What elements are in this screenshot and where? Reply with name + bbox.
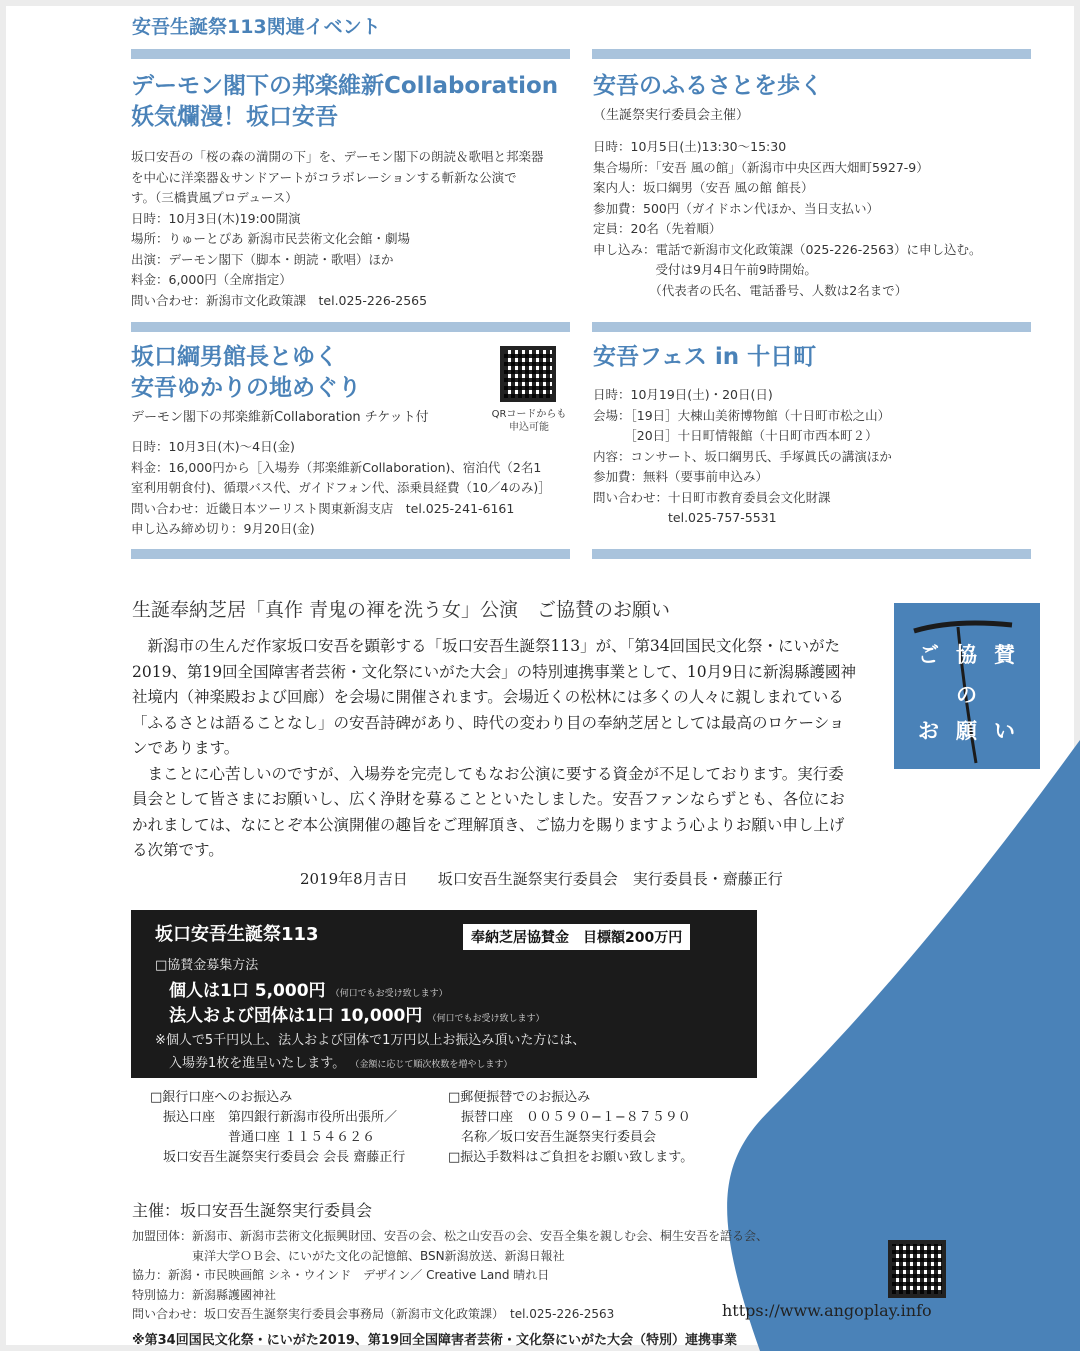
stamp-char: お bbox=[918, 719, 939, 743]
event-subtitle: （生誕祭実行委員会主催） bbox=[593, 108, 750, 123]
footer-note: ※第34回国民文化祭・にいがた2019、第19回全国障害者芸術・文化祭にいがた大会（特別）連携事業 bbox=[132, 1333, 738, 1348]
website-link[interactable]: https://www.angoplay.info bbox=[722, 1301, 932, 1320]
event-details: 坂口安吾の「桜の森の満開の下」を、デーモン閣下の朗読＆歌唱と邦楽器 を中心に洋楽器＆サンドアートがコラボレーションする斬新な公演で す。（三橋貴風プロデュース） 日時：10月3日(木)19:00開演 場所：りゅーとぴあ 新潟市民芸術文化会館・劇場 出演：デーモン閣下（脚本・朗読・歌唱）ほか 料金：6,000円（全席指定） 問い合わせ：新潟市文化政策課 tel.025-226-2565 bbox=[131, 149, 544, 308]
credits: 加盟団体：新潟市、新潟市芸術文化振興財団、安吾の会、松之山安吾の会、安吾全集を親しむ会、桐生安吾を語る会、 東洋大学ＯＢ会、にいがた文化の記憶館、BSN新潟放送、新潟日報社 協力：新潟・市民映画館 シネ・ウインド デザイン／ Creative Land 晴れ日 特別協力：新潟縣護國神社 問い合わせ：坂口安吾生誕祭実行委員会事務局（新潟市文化政策課） tel.025-226-2563 bbox=[132, 1229, 769, 1321]
event-title-line2: 安吾ゆかりの地めぐり bbox=[131, 375, 361, 401]
qr-code-icon[interactable] bbox=[500, 346, 556, 402]
bank-transfer-info: □銀行口座へのお振込み 振込口座 第四銀行新潟市役所出張所／ 普通口座 １１５４６２６ 坂口安吾生誕祭実行委員会 会長 齋藤正行 bbox=[150, 1090, 406, 1165]
stamp-char: い bbox=[994, 719, 1015, 743]
individual-note: （何口でもお受け致します） bbox=[330, 989, 448, 999]
appeal-signature: 2019年8月吉日 坂口安吾生誕祭実行委員会 実行委員長・齋藤正行 bbox=[300, 870, 783, 888]
qr-note-line2: 申込可能 bbox=[509, 422, 549, 433]
donation-corporate bbox=[169, 1001, 544, 1026]
individual-amount: 個人は1口 5,000円 bbox=[169, 981, 326, 1001]
donation-note-text: 入場券1枚を進呈いたします。 bbox=[169, 1056, 346, 1071]
event-title-line2: 妖気爛漫！坂口安吾 bbox=[131, 104, 338, 130]
corporate-note: （何口でもお受け致します） bbox=[427, 1014, 545, 1024]
event-details: 日時：10月19日(土)・20日(日) 会場：［19日］大棟山美術博物館（十日町市松之山） ［20日］十日町情報館（十日町市西本町２） 内容：コンサート、坂口綱男氏、手塚眞氏の講演ほか 参加費：無料（要事前申込み） 問い合わせ：十日町市教育委員会文化財課 tel.025-757-5531 bbox=[593, 387, 892, 525]
event-title: 安吾のふるさとを歩く bbox=[593, 73, 823, 99]
separator-bar bbox=[131, 49, 570, 59]
event-title: デーモン閣下の邦楽維新Collaboration bbox=[131, 73, 559, 99]
sponsorship-stamp bbox=[894, 603, 1040, 769]
event-title: 坂口綱男館長とゆく bbox=[131, 344, 338, 370]
donation-target: 奉納芝居協賛金 目標額200万円 bbox=[463, 924, 690, 950]
donation-title: 坂口安吾生誕祭113 bbox=[155, 924, 319, 945]
donation-box bbox=[131, 910, 757, 1078]
event-subtitle: デーモン閣下の邦楽維新Collaboration チケット付 bbox=[131, 410, 429, 425]
stamp-char: の bbox=[956, 683, 977, 707]
separator-bar bbox=[592, 549, 1031, 559]
corporate-amount: 法人および団体は1口 10,000円 bbox=[169, 1006, 423, 1026]
postal-transfer-info: □郵便振替でのお振込み 振替口座 ００５９０−１−８７５９０ 名称／坂口安吾生誕祭実行委員会 □振込手数料はご負担をお願い致します。 bbox=[448, 1090, 694, 1165]
donation-note-small: （金額に応じて順次枚数を増やします） bbox=[350, 1060, 513, 1070]
donation-individual bbox=[169, 976, 448, 1001]
stamp-char: 協 bbox=[956, 643, 977, 667]
qr-code-icon[interactable] bbox=[888, 1240, 946, 1298]
event-furusato-walk bbox=[593, 71, 1033, 301]
organizer: 主催：坂口安吾生誕祭実行委員会 bbox=[132, 1201, 373, 1220]
event-demon-collaboration bbox=[131, 71, 576, 311]
separator-bar bbox=[131, 549, 570, 559]
separator-bar bbox=[592, 49, 1031, 59]
qr-note-line1: QRコードからも bbox=[491, 409, 567, 420]
stamp-char: 願 bbox=[956, 719, 977, 743]
donation-method: □協賛金募集方法 bbox=[155, 958, 259, 973]
stamp-char: ご bbox=[918, 643, 939, 667]
separator-bar bbox=[131, 322, 570, 332]
separator-bar bbox=[592, 322, 1031, 332]
appeal-body bbox=[132, 634, 858, 864]
qr-note bbox=[484, 408, 574, 434]
appeal-paragraph: まことに心苦しいのですが、入場券を完売してもなお公演に要する資金が不足しております。実行委員会として皆さまにお願いし、広く浄財を募ることといたしました。安吾ファンならずとも、各位におかれましては、なにとぞ本公演開催の趣旨をご理解頂き、ご協力を賜りますよう心よりお願い申し上げる次第です。 bbox=[132, 764, 845, 859]
donation-note-line2 bbox=[169, 1052, 512, 1071]
event-details: 日時：10月3日(木)〜4日(金) 料金：16,000円から［入場券（邦楽維新Collaboration)、宿泊代（2名1 室利用朝食付)、循環バス代、ガイドフォン代、添乗員経費（10／4のみ)］ 問い合わせ：近畿日本ツーリスト関東新潟支店 tel.025-241-6161 申し込み締め切り：9月20日(金) bbox=[131, 439, 551, 536]
event-ango-fes bbox=[593, 342, 1033, 529]
event-title: 安吾フェス in 十日町 bbox=[593, 344, 817, 370]
donation-note: ※個人で5千円以上、法人および団体で1万円以上お振込み頂いた方には、 bbox=[155, 1033, 586, 1048]
event-details: 日時：10月5日(土)13:30〜15:30 集合場所：「安吾 風の館」（新潟市中央区西大畑町5927-9） 案内人：坂口綱男（安吾 風の館 館長） 参加費：500円（ガイドホン代ほか、当日支払い） 定員：20名（先着順） 申し込み：電話で新潟市文化政策課（025-226-2563）に申し込む。 受付は9月4日午前9時開始。 （代表者の氏名、電話番号、人数は2名まで） bbox=[593, 139, 982, 298]
appeal-title: 生誕奉納芝居「真作 青鬼の褌を洗う女」公演 ご協賛のお願い bbox=[132, 599, 671, 621]
page-header: 安吾生誕祭113関連イベント bbox=[132, 16, 381, 38]
appeal-paragraph: 新潟市の生んだ作家坂口安吾を顕彰する「坂口安吾生誕祭113」が、「第34回国民文化祭・にいがた2019、第19回全国障害者芸術・文化祭にいがた大会」の特別連携事業として、10月9日に新潟縣護國神社境内（神楽殿および回廊）を会場に開催されます。会場近くの松林には多くの人々に親しまれている「ふるさとは語ることなし」の安吾詩碑があり、時代の変わり目の奉納芝居としては最高のロケーションであります。 bbox=[132, 637, 856, 757]
stamp-char: 賛 bbox=[994, 643, 1015, 667]
